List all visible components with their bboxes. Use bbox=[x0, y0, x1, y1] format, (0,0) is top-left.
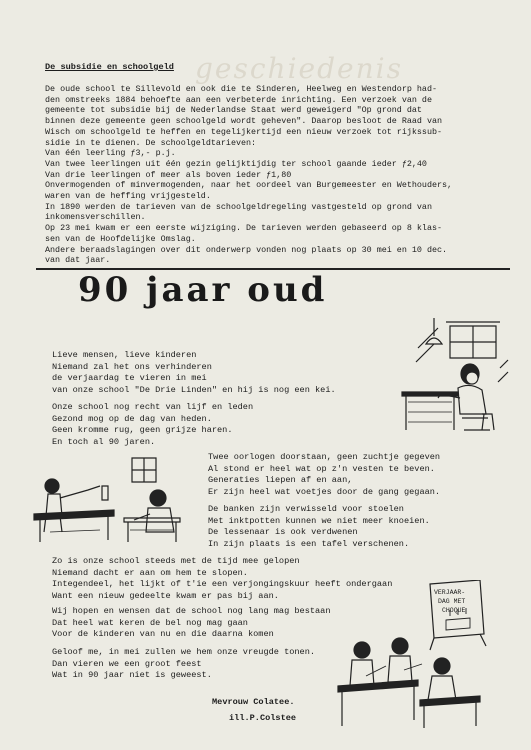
subsidy-line: waren van de heffing vrijgesteld. bbox=[45, 191, 211, 202]
poem-stanza-7 bbox=[52, 647, 315, 682]
classroom-drawing bbox=[330, 580, 508, 730]
children-drawing bbox=[30, 452, 198, 544]
poster-text-line: DAG MET bbox=[438, 598, 466, 605]
poem-stanza-1 bbox=[52, 350, 336, 396]
poem-line: van onze school "De Drie Linden" en hij is nog een kei. bbox=[52, 384, 336, 395]
subsidy-line: van dat jaar. bbox=[45, 255, 111, 266]
poem-line: Wij hopen en wensen dat de school nog lang mag bestaan bbox=[52, 606, 331, 616]
poem-line: Integendeel, het lijkt of t'ie een verjongingskuur heeft ondergaan bbox=[52, 579, 393, 590]
subsidy-line: De oude school te Sillevold en ook die te Sinderen, Heelweg en Westendorp had- bbox=[45, 84, 438, 94]
teacher-desk-illustration bbox=[398, 318, 510, 436]
teacher-drawing bbox=[398, 318, 510, 436]
poem-line: Onze school nog recht van lijf en leden bbox=[52, 402, 254, 412]
poem-line: Dat heel wat keren de bel nog mag gaan bbox=[52, 617, 248, 628]
poem-line: Niemand dacht er aan om hem te slopen. bbox=[52, 567, 248, 578]
poem-line: Geloof me, in mei zullen we hem onze vreugde tonen. bbox=[52, 647, 316, 657]
poem-author: Mevrouw Colatee. bbox=[212, 697, 295, 707]
classroom-poster-illustration bbox=[330, 580, 508, 730]
poem-line: Dan vieren we een groot feest bbox=[52, 658, 202, 669]
subsidy-line: Onvermogenden of minvermogenden, naar het oordeel van Burgemeester en Wethouders, bbox=[45, 180, 453, 191]
subsidy-line: Van drie leerlingen of meer als boven ieder ƒ1,80 bbox=[45, 169, 292, 180]
poem-stanza-3 bbox=[208, 452, 440, 498]
poem-line: Al stond er heel wat op z'n vesten te beven. bbox=[208, 463, 435, 474]
subsidy-line: Van twee leerlingen uit één gezin gelijktijdig ter school gaande ieder ƒ2,40 bbox=[45, 158, 427, 169]
poem-line: Geen kromme rug, geen grijze haren. bbox=[52, 425, 233, 436]
poem-stanza-2 bbox=[52, 402, 253, 448]
poem-title: 90 jaar oud bbox=[78, 270, 328, 310]
subsidy-heading: De subsidie en schoolgeld bbox=[45, 62, 174, 72]
poem-line: Zo is onze school steeds met de tijd mee gelopen bbox=[52, 556, 300, 566]
poster-text-line: VERJAAR- bbox=[434, 589, 466, 596]
faded-heading-bleed: geschiedenis bbox=[195, 52, 403, 85]
subsidy-text bbox=[45, 84, 495, 266]
subsidy-line: binnen deze gemeente geen schoolgeld wordt geheven". Daarop besloot de Raad van bbox=[45, 116, 443, 127]
subsidy-line: inkomensverschillen. bbox=[45, 212, 146, 223]
poem-line: Generaties liepen af en aan, bbox=[208, 475, 353, 486]
subsidy-line: Van één leerling ƒ3,- p.j. bbox=[45, 148, 176, 159]
subsidy-line: den omstreeks 1884 behoefte aan een verbeterde inrichting. Een verzoek van de bbox=[45, 94, 432, 105]
poem-line: De lessenaar is ook verdwenen bbox=[208, 527, 358, 538]
poem-line: En toch al 90 jaren. bbox=[52, 436, 156, 447]
subsidy-line: Op 23 mei kwam er een eerste wijziging. De tarieven werden gebaseerd op 8 klas- bbox=[45, 223, 443, 234]
poem-stanza-4 bbox=[208, 504, 430, 550]
subsidy-line: Andere beraadslagingen over dit onderwerp vonden nog plaats op 30 mei en 10 dec. bbox=[45, 244, 448, 255]
poem-line: Gezond mog op de dag van heden. bbox=[52, 413, 212, 424]
illustrator-credit: ill.P.Colstee bbox=[229, 713, 297, 723]
poem-stanza-6 bbox=[52, 606, 330, 641]
subsidy-line: Wisch om schoolgeld te heffen en tegelijkertijd een nieuw verzoek tot rijkssub- bbox=[45, 126, 443, 137]
poem-line: Twee oorlogen doorstaan, geen zuchtje gegeven bbox=[208, 452, 441, 462]
poem-line: Want een nieuw gedeelte kwam er pas bij aan. bbox=[52, 590, 279, 601]
subsidy-line: sen van de Hoofdelijke Omslag. bbox=[45, 233, 196, 244]
children-desks-illustration bbox=[30, 452, 198, 544]
poem-line: de verjaardag te vieren in mei bbox=[52, 373, 207, 384]
poster-text-line: CHOQUE bbox=[442, 607, 466, 614]
poem-line: Er zijn heel wat voetjes door de gang gegaan. bbox=[208, 486, 441, 497]
subsidy-line: sidie in te dienen. De schoolgeldtarieven: bbox=[45, 137, 257, 148]
poem-line: Voor de kinderen van nu en die daarna komen bbox=[52, 629, 274, 640]
subsidy-line: gemeente tot subsidie bij de Nederlandse Staat werd geweigerd "Op grond dat bbox=[45, 105, 422, 116]
poem-line: Wat in 90 jaar niet is geweest. bbox=[52, 670, 212, 681]
poem-line: De banken zijn verwisseld voor stoelen bbox=[208, 504, 404, 514]
poem-line: Lieve mensen, lieve kinderen bbox=[52, 350, 197, 360]
poem-line: Met inktpotten kunnen we niet meer knoeien. bbox=[208, 515, 430, 526]
poem-line: In zijn plaats is een tafel verschenen. bbox=[208, 538, 410, 549]
subsidy-line: In 1890 werden de tarieven van de schoolgeldregeling vastgesteld op grond van bbox=[45, 201, 432, 212]
poem-line: Niemand zal het ons verhinderen bbox=[52, 361, 212, 372]
